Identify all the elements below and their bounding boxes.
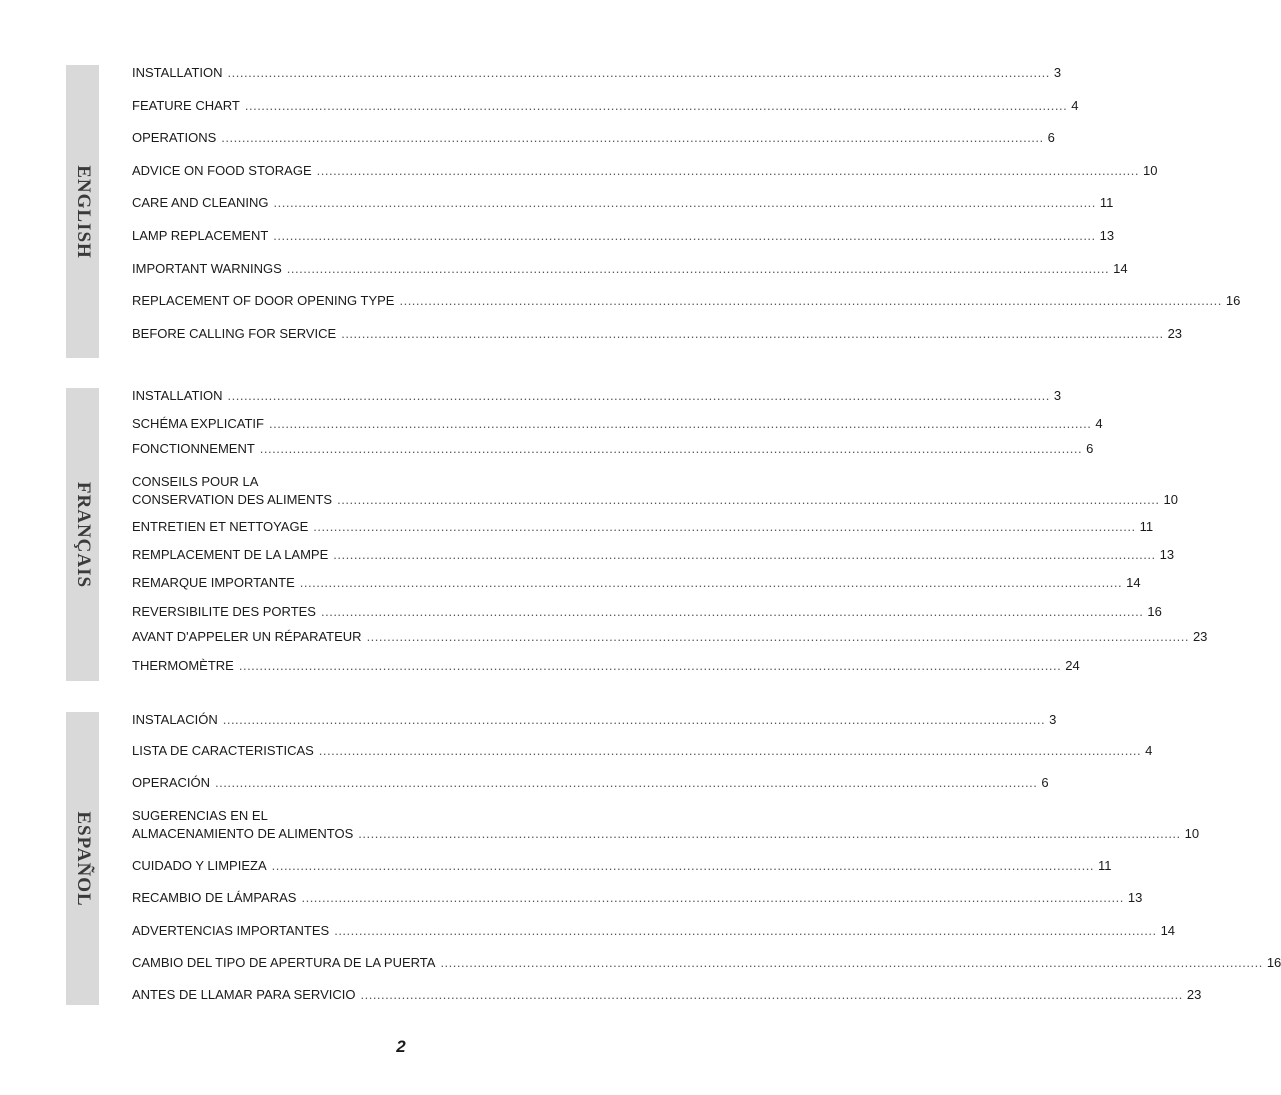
toc-entry-title: REMARQUE IMPORTANTE bbox=[132, 575, 295, 590]
toc-entry-page: 23 bbox=[1192, 629, 1208, 644]
dot-leader: ........................................................................................................................................................................................................ bbox=[221, 130, 1044, 145]
toc-entry-title: INSTALACIÓN bbox=[132, 712, 218, 727]
dot-leader: ........................................................................................................................................................................................................ bbox=[259, 441, 1083, 456]
section-tab-english bbox=[66, 65, 99, 358]
toc-entry-title: INSTALLATION bbox=[132, 65, 223, 80]
toc-entry-page: 11 bbox=[1099, 195, 1114, 210]
toc-entry[interactable] bbox=[132, 987, 1202, 1003]
toc-entry-page: 3 bbox=[1049, 712, 1057, 727]
dot-leader: ........................................................................................................................................................................................................ bbox=[286, 261, 1110, 276]
toc-entry[interactable] bbox=[132, 163, 1158, 179]
toc-entry-page: 6 bbox=[1041, 775, 1049, 790]
toc-entry-title: ADVERTENCIAS IMPORTANTES bbox=[132, 923, 330, 938]
toc-entry[interactable] bbox=[132, 955, 1281, 971]
toc-entry-page: 16 bbox=[1225, 293, 1241, 308]
section-label-espanol: ESPAÑOL bbox=[72, 810, 94, 907]
dot-leader: ........................................................................................................................................................................................................ bbox=[215, 775, 1038, 790]
dot-leader: ........................................................................................................................................................................................................ bbox=[271, 858, 1094, 873]
section-tab-espanol bbox=[66, 712, 99, 1005]
toc-entry[interactable] bbox=[132, 629, 1208, 645]
dot-leader: ........................................................................................................................................................................................................ bbox=[334, 923, 1157, 938]
dot-leader: ........................................................................................................................................................................................................ bbox=[320, 604, 1144, 619]
toc-entry-title: CONSERVATION DES ALIMENTS bbox=[132, 492, 333, 507]
dot-leader: ........................................................................................................................................................................................................ bbox=[318, 743, 1142, 758]
toc-entry-title: ANTES DE LLAMAR PARA SERVICIO bbox=[132, 987, 356, 1002]
dot-leader: ........................................................................................................................................................................................................ bbox=[440, 955, 1263, 970]
toc-entry-page: 14 bbox=[1113, 261, 1128, 276]
dot-leader: ........................................................................................................................................................................................................ bbox=[341, 326, 1164, 341]
section-tab-francais bbox=[66, 388, 99, 681]
dot-leader: ........................................................................................................................................................................................................ bbox=[366, 629, 1189, 644]
dot-leader: ........................................................................................................................................................................................................ bbox=[399, 293, 1222, 308]
toc-entry[interactable] bbox=[132, 604, 1162, 620]
toc-entry[interactable] bbox=[132, 658, 1080, 674]
toc-entry[interactable] bbox=[132, 923, 1176, 939]
dot-leader: ........................................................................................................................................................................................................ bbox=[333, 547, 1156, 562]
toc-entry-page: 6 bbox=[1086, 441, 1094, 456]
toc-entry[interactable] bbox=[132, 775, 1049, 791]
dot-leader: ........................................................................................................................................................................................................ bbox=[227, 65, 1050, 80]
toc-entry-title: ADVICE ON FOOD STORAGE bbox=[132, 163, 312, 178]
toc-entry[interactable] bbox=[132, 519, 1154, 535]
toc-entry[interactable] bbox=[132, 743, 1153, 759]
toc-entry[interactable] bbox=[132, 890, 1143, 906]
toc-entry-page: 23 bbox=[1167, 326, 1183, 341]
dot-leader: ........................................................................................................................................................................................................ bbox=[358, 826, 1181, 841]
toc-entry[interactable] bbox=[132, 808, 1200, 842]
toc-entry-title: LISTA DE CARACTERISTICAS bbox=[132, 743, 314, 758]
dot-leader: ........................................................................................................................................................................................................ bbox=[316, 163, 1139, 178]
toc-entry-title: IMPORTANT WARNINGS bbox=[132, 261, 282, 276]
toc-entry-title-line1: CONSEILS POUR LA bbox=[132, 474, 259, 489]
toc-entry-page: 14 bbox=[1160, 923, 1176, 938]
toc-entry[interactable] bbox=[132, 98, 1079, 114]
toc-entry-page: 10 bbox=[1184, 826, 1200, 841]
toc-entry-page: 24 bbox=[1065, 658, 1080, 673]
toc-entry-title: LAMP REPLACEMENT bbox=[132, 228, 269, 243]
section-label-english: ENGLISH bbox=[72, 164, 94, 259]
toc-entry-page: 13 bbox=[1159, 547, 1175, 562]
toc-entry[interactable] bbox=[132, 195, 1114, 211]
toc-entry-title: CUIDADO Y LIMPIEZA bbox=[132, 858, 267, 873]
toc-entry[interactable] bbox=[132, 326, 1183, 342]
toc-entry-page: 10 bbox=[1143, 163, 1158, 178]
toc-entry[interactable] bbox=[132, 228, 1115, 244]
toc-entry[interactable] bbox=[132, 130, 1055, 146]
dot-leader: ........................................................................................................................................................................................................ bbox=[360, 987, 1183, 1002]
toc-entry[interactable] bbox=[132, 261, 1128, 277]
toc-entry-title: OPERATIONS bbox=[132, 130, 217, 145]
toc-entry-page: 16 bbox=[1266, 955, 1281, 970]
toc-entry-page: 23 bbox=[1186, 987, 1202, 1002]
toc-entry[interactable] bbox=[132, 293, 1241, 309]
dot-leader: ........................................................................................................................................................................................................ bbox=[222, 712, 1046, 727]
toc-entry-page: 14 bbox=[1126, 575, 1141, 590]
toc-entry-page: 11 bbox=[1097, 858, 1112, 873]
toc-entry-page: 3 bbox=[1053, 65, 1062, 80]
toc-entry-title: SCHÉMA EXPLICATIF bbox=[132, 416, 264, 431]
toc-entry-title: CAMBIO DEL TIPO DE APERTURA DE LA PUERTA bbox=[132, 955, 436, 970]
toc-entry-title: REPLACEMENT OF DOOR OPENING TYPE bbox=[132, 293, 395, 308]
toc-entry-page: 6 bbox=[1047, 130, 1055, 145]
toc-entry[interactable] bbox=[132, 65, 1062, 81]
toc-entry[interactable] bbox=[132, 416, 1103, 432]
toc-entry-page: 11 bbox=[1139, 519, 1154, 534]
toc-entry-title: RECAMBIO DE LÁMPARAS bbox=[132, 890, 297, 905]
section-label-francais: FRANÇAIS bbox=[72, 481, 94, 588]
toc-entry[interactable] bbox=[132, 474, 1178, 508]
toc-entry[interactable] bbox=[132, 441, 1094, 457]
toc-entry-page: 4 bbox=[1145, 743, 1153, 758]
toc-entry[interactable] bbox=[132, 547, 1175, 563]
toc-entry-title: INSTALLATION bbox=[132, 388, 223, 403]
toc-entry-page: 4 bbox=[1071, 98, 1079, 113]
toc-entry-page: 16 bbox=[1147, 604, 1162, 619]
toc-entry-page: 10 bbox=[1163, 492, 1178, 507]
toc-entry-page: 13 bbox=[1099, 228, 1115, 243]
dot-leader: ........................................................................................................................................................................................................ bbox=[273, 195, 1096, 210]
toc-entry-title: ENTRETIEN ET NETTOYAGE bbox=[132, 519, 309, 534]
toc-entry[interactable] bbox=[132, 575, 1141, 591]
dot-leader: ........................................................................................................................................................................................................ bbox=[337, 492, 1160, 507]
toc-entry[interactable] bbox=[132, 712, 1057, 728]
dot-leader: ........................................................................................................................................................................................................ bbox=[273, 228, 1096, 243]
dot-leader: ........................................................................................................................................................................................................ bbox=[299, 575, 1123, 590]
dot-leader: ........................................................................................................................................................................................................ bbox=[238, 658, 1062, 673]
toc-entry-title: REVERSIBILITE DES PORTES bbox=[132, 604, 316, 619]
toc-entry-title: AVANT D'APPELER UN RÉPARATEUR bbox=[132, 629, 362, 644]
toc-entry-title: OPERACIÓN bbox=[132, 775, 211, 790]
toc-entry-title-line1: SUGERENCIAS EN EL bbox=[132, 808, 268, 823]
dot-leader: ........................................................................................................................................................................................................ bbox=[313, 519, 1136, 534]
toc-entry-title: THERMOMÈTRE bbox=[132, 658, 234, 673]
page-number: 2 bbox=[396, 1037, 406, 1056]
toc-entry-page: 3 bbox=[1053, 388, 1062, 403]
toc-entry-page: 13 bbox=[1127, 890, 1143, 905]
toc-entry-title: BEFORE CALLING FOR SERVICE bbox=[132, 326, 337, 341]
toc-entry-title: FONCTIONNEMENT bbox=[132, 441, 255, 456]
toc-entry-page: 4 bbox=[1095, 416, 1103, 431]
dot-leader: ........................................................................................................................................................................................................ bbox=[268, 416, 1092, 431]
dot-leader: ........................................................................................................................................................................................................ bbox=[227, 388, 1050, 403]
toc-entry-title: CARE AND CLEANING bbox=[132, 195, 269, 210]
toc-entry-title: FEATURE CHART bbox=[132, 98, 240, 113]
toc-entry-title: REMPLACEMENT DE LA LAMPE bbox=[132, 547, 329, 562]
toc-entry-title: ALMACENAMIENTO DE ALIMENTOS bbox=[132, 826, 354, 841]
toc-entry[interactable] bbox=[132, 858, 1112, 874]
dot-leader: ........................................................................................................................................................................................................ bbox=[301, 890, 1124, 905]
toc-entry[interactable] bbox=[132, 388, 1062, 404]
dot-leader: ........................................................................................................................................................................................................ bbox=[244, 98, 1068, 113]
